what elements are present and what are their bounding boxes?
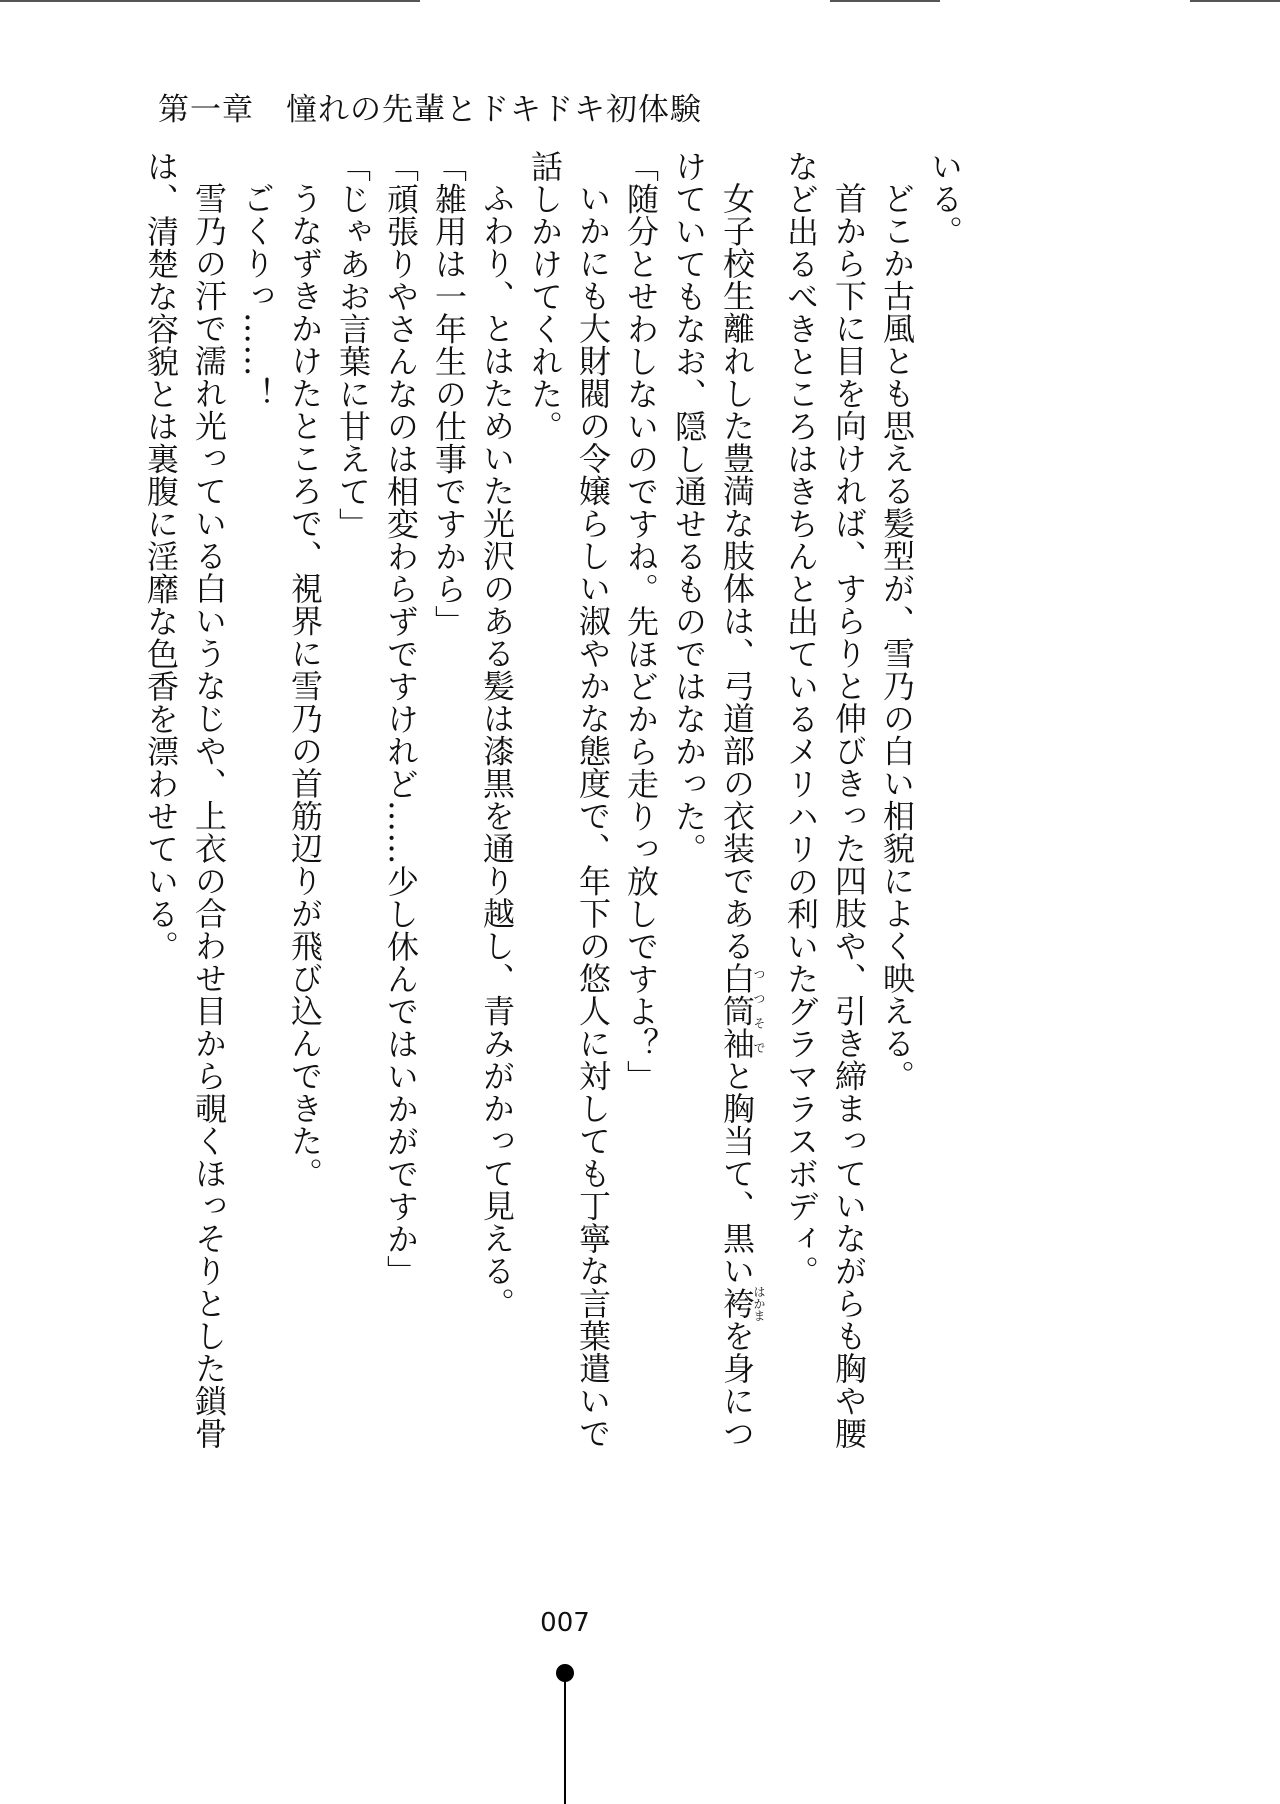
text-line: は、清楚な容貌とは裏腹に淫靡な色香を漂わせている。 xyxy=(142,150,180,963)
text-segment: 女子校生離れした豊満な肢体は、弓道部の衣装である xyxy=(718,182,756,962)
text-segment: を身につ xyxy=(718,1319,756,1450)
page-marker-line xyxy=(564,1680,566,1804)
chapter-title: 第一章 憧れの先輩とドキドキ初体験 xyxy=(158,92,702,128)
text-segment: と胸当て、黒い xyxy=(718,1059,756,1287)
text-line: 雪乃の汗で濡れ光っている白いうなじや、上衣の合わせ目から覗くほっそりとした鎖骨 xyxy=(190,182,228,1450)
ruby-reading: つつそで xyxy=(752,962,766,1060)
text-line: ごくりっ……！ xyxy=(238,182,276,410)
ruby-reading: はかま xyxy=(752,1285,766,1322)
ruby-base: 袴 xyxy=(718,1285,756,1322)
text-line: 首から下に目を向ければ、すらりと伸びきった四肢や、引き締まっていながらも胸や腰 xyxy=(830,182,868,1450)
dialogue-line: 「頑張りやさんなのは相変わらずですけれど……少し休んではいかがですか」 xyxy=(382,150,420,1288)
ruby-word xyxy=(718,962,766,1060)
dialogue-line: 「じゃあお言葉に甘えて」 xyxy=(334,150,372,540)
body-text xyxy=(141,150,969,1480)
page-number: 007 xyxy=(540,1608,590,1638)
text-line: いかにも大財閥の令嬢らしい淑やかな態度で、年下の悠人に対しても丁寧な言葉遣いで xyxy=(574,182,612,1450)
text-line: うなずきかけたところで、視界に雪乃の首筋辺りが飛び込んできた。 xyxy=(286,182,324,1190)
text-line: いる。 xyxy=(926,150,964,248)
text-line: どこか古風とも思える髪型が、雪乃の白い相貌によく映える。 xyxy=(878,182,916,1092)
text-line: ふわり、とはためいた光沢のある髪は漆黒を通り越し、青みがかって見える。 xyxy=(478,182,516,1320)
dialogue-line: 「随分とせわしないのですね。先ほどから走りっ放しですよ？」 xyxy=(622,150,660,1093)
scan-edge-marks xyxy=(0,0,1280,4)
dialogue-line: 「雑用は一年生の仕事ですから」 xyxy=(430,150,468,638)
text-line: けていてもなお、隠し通せるものではなかった。 xyxy=(670,150,708,865)
text-line: など出るべきところはきちんと出ているメリハリの利いたグラマラスボディ。 xyxy=(782,150,820,1288)
text-line: 話しかけてくれた。 xyxy=(526,150,564,443)
ruby-base: 白筒袖 xyxy=(718,962,756,1060)
text-line xyxy=(713,150,765,1480)
ruby-word xyxy=(718,1285,766,1322)
